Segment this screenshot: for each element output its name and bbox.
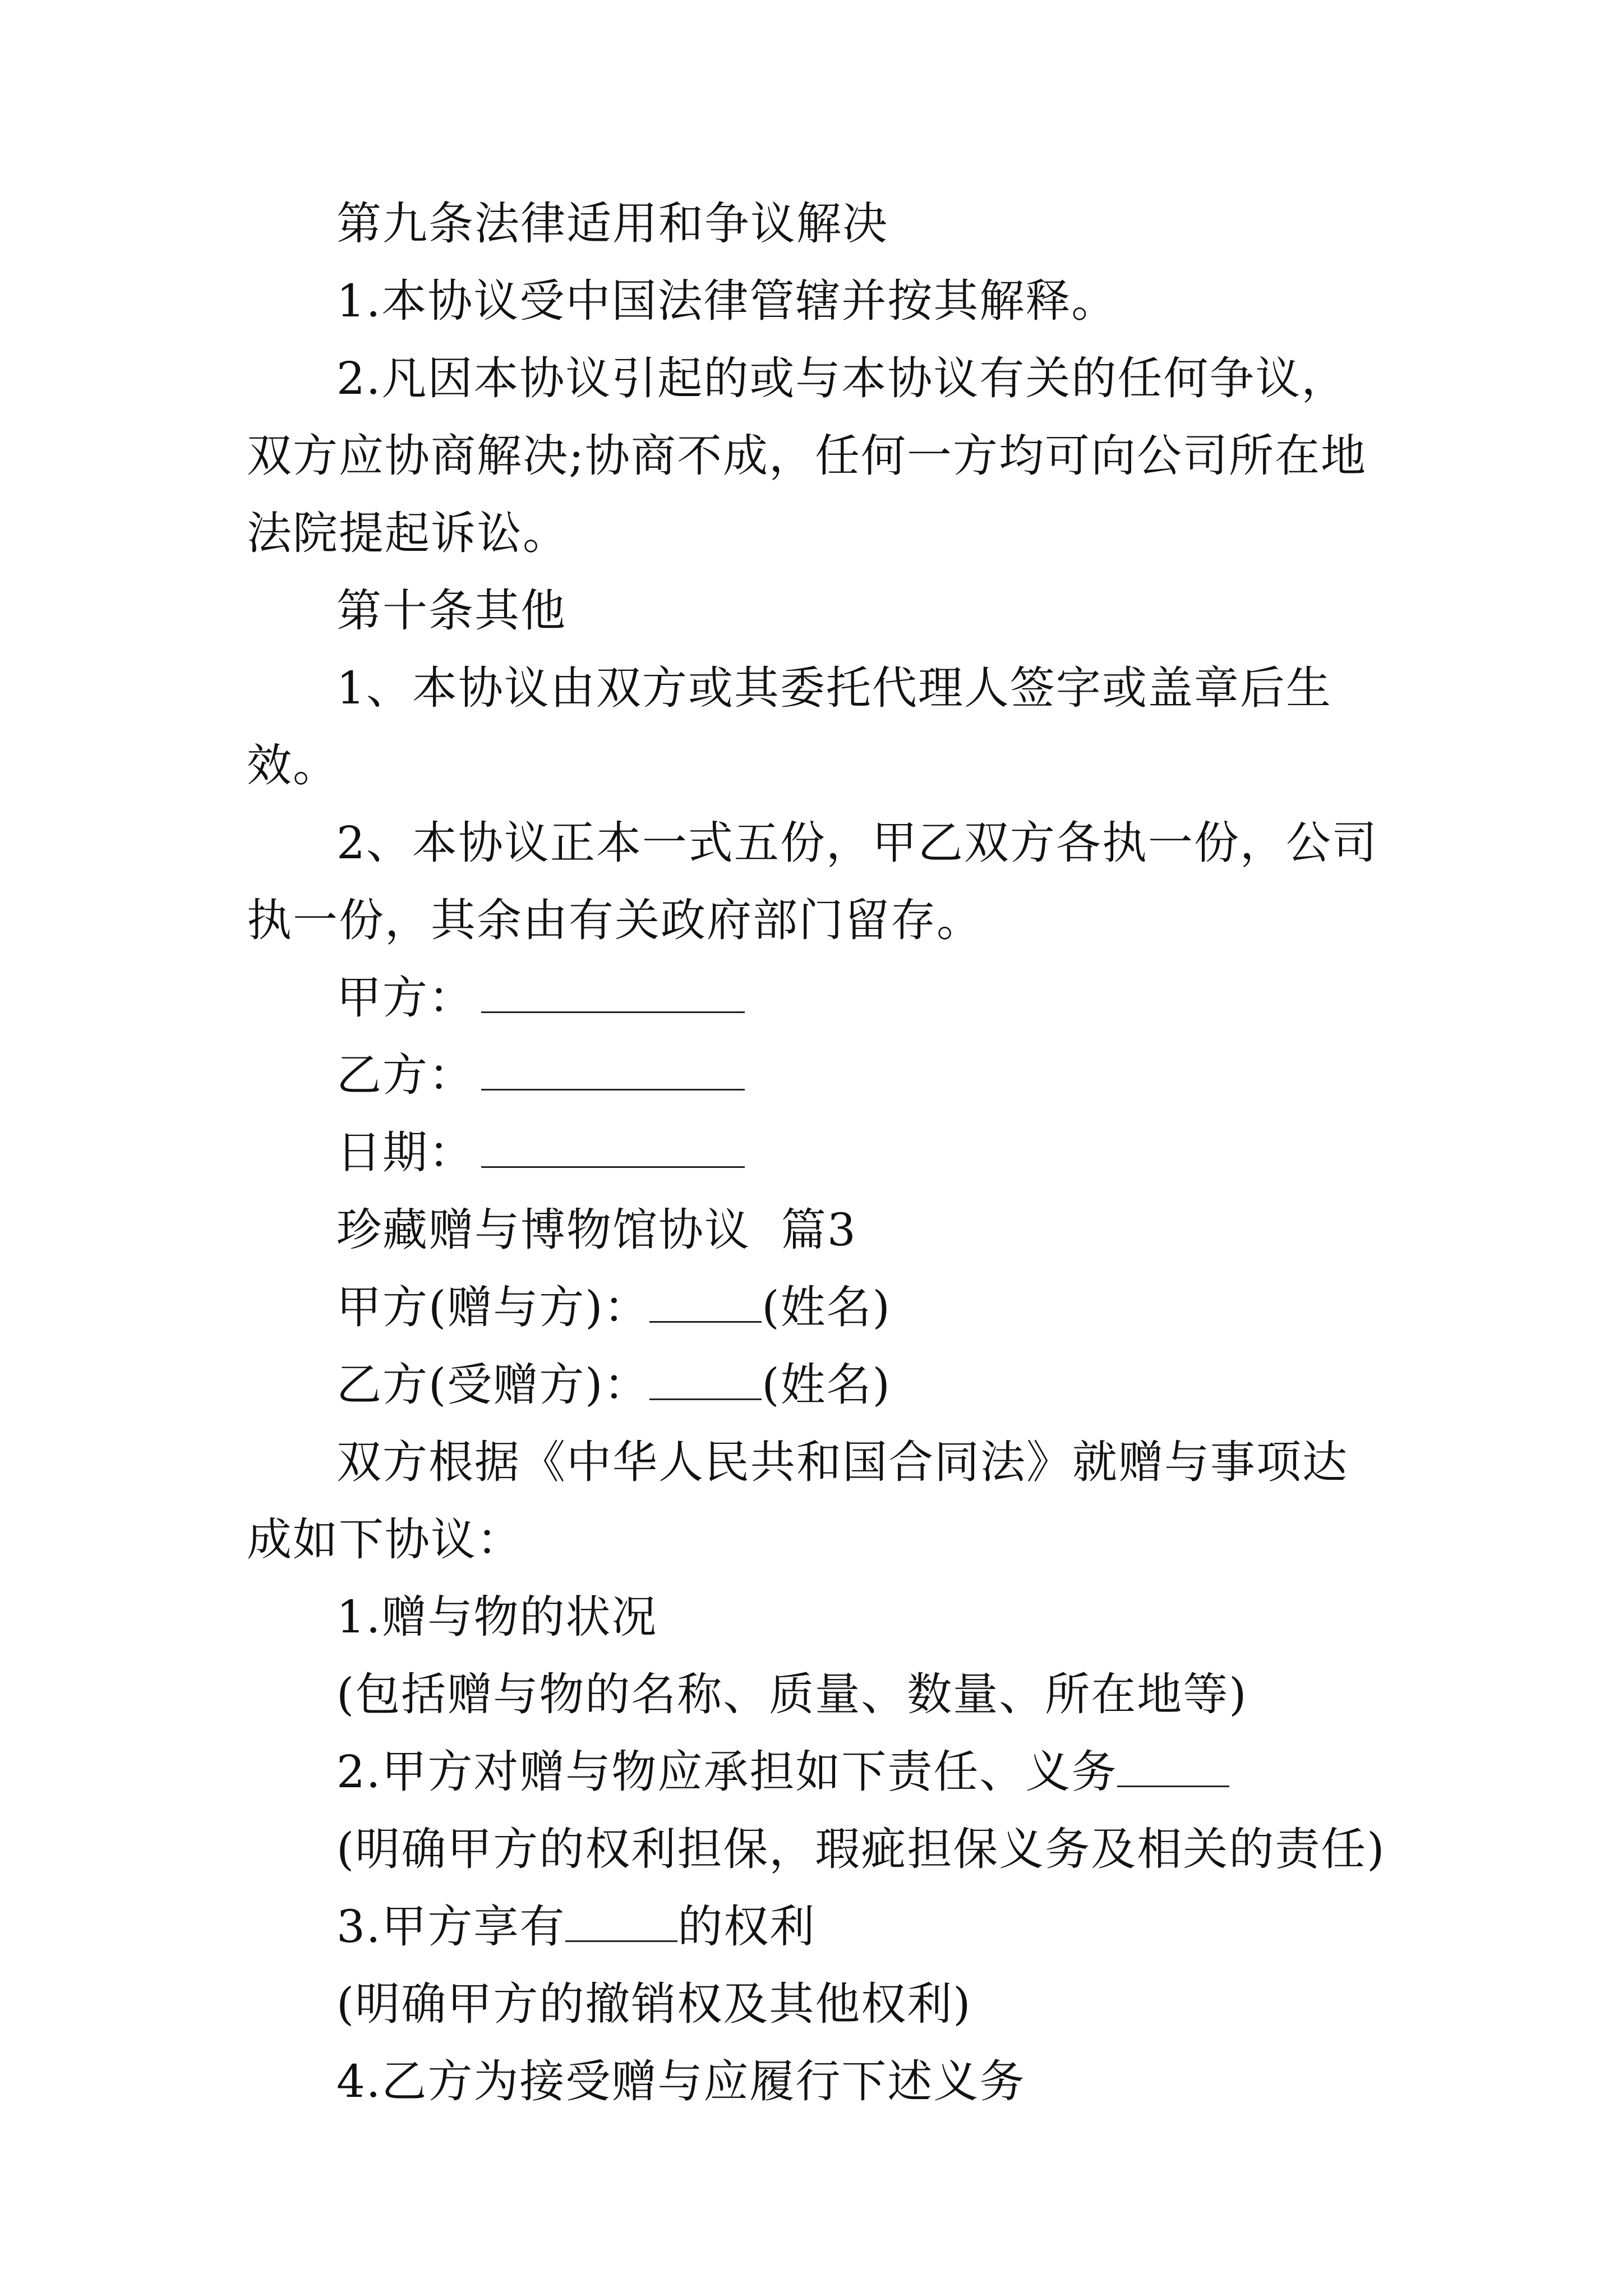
signature-party-b-blank[interactable] — [481, 1048, 745, 1091]
party-a-name-blank[interactable] — [649, 1281, 762, 1323]
item-3-prefix: 3.甲方享有 — [336, 1901, 566, 1953]
signature-date-label: 日期： — [336, 1126, 474, 1179]
signature-date-line — [247, 1114, 1391, 1191]
section-9-item-1: 1.本协议受中国法律管辖并按其解释。 — [336, 275, 1118, 327]
item-3-line — [247, 1888, 1391, 1966]
party-a-suffix: (姓名) — [762, 1281, 891, 1333]
item-1-note: (包括赠与物的名称、质量、数量、所在地等) — [336, 1668, 1248, 1720]
party-b-label: 乙方(受赠方)： — [336, 1359, 650, 1411]
section-10-item-2: 2、本协议正本一式五份，甲乙双方各执一份，公司执一份，其余由有关政府部门留存。 — [247, 817, 1378, 946]
party-a-label: 甲方(赠与方)： — [336, 1281, 650, 1333]
signature-party-a-label: 甲方： — [336, 972, 474, 1024]
agreement-intro: 双方根据《中华人民共和国合同法》就赠与事项达成如下协议： — [247, 1436, 1348, 1566]
item-3-blank[interactable] — [565, 1900, 677, 1942]
item-2-line — [247, 1733, 1391, 1811]
section-10-title: 第十条其他 — [336, 585, 566, 637]
party-b-suffix: (姓名) — [762, 1359, 891, 1411]
section-9-title: 第九条法律适用和争议解决 — [336, 197, 888, 250]
article-3-title: 珍藏赠与博物馆协议 篇3 — [336, 1204, 857, 1256]
document-body — [247, 185, 1391, 2120]
item-3-suffix: 的权利 — [677, 1901, 816, 1953]
signature-party-b-line — [247, 1037, 1391, 1114]
party-a-line — [247, 1269, 1391, 1346]
item-2-note: (明确甲方的权利担保，瑕疵担保义务及相关的责任) — [336, 1823, 1386, 1875]
section-9-item-2: 2.凡因本协议引起的或与本协议有关的任何争议，双方应协商解决;协商不成，任何一方均可向公司所在地法院提起诉讼。 — [247, 352, 1367, 559]
item-4-title: 4.乙方为接受赠与应履行下述义务 — [336, 2055, 1026, 2108]
item-2-blank[interactable] — [1117, 1745, 1229, 1787]
party-b-name-blank[interactable] — [649, 1358, 762, 1400]
party-b-line — [247, 1346, 1391, 1424]
item-1-title: 1.赠与物的状况 — [336, 1591, 658, 1643]
signature-party-b-label: 乙方： — [336, 1049, 474, 1101]
item-3-note: (明确甲方的撤销权及其他权利) — [336, 1978, 972, 2030]
signature-party-a-blank[interactable] — [481, 971, 745, 1013]
signature-party-a-line — [247, 959, 1391, 1037]
item-2-title: 2.甲方对赠与物应承担如下责任、义务 — [336, 1746, 1118, 1798]
signature-date-blank[interactable] — [481, 1126, 745, 1168]
section-10-item-1: 1、本协议由双方或其委托代理人签字或盖章后生效。 — [247, 662, 1332, 792]
